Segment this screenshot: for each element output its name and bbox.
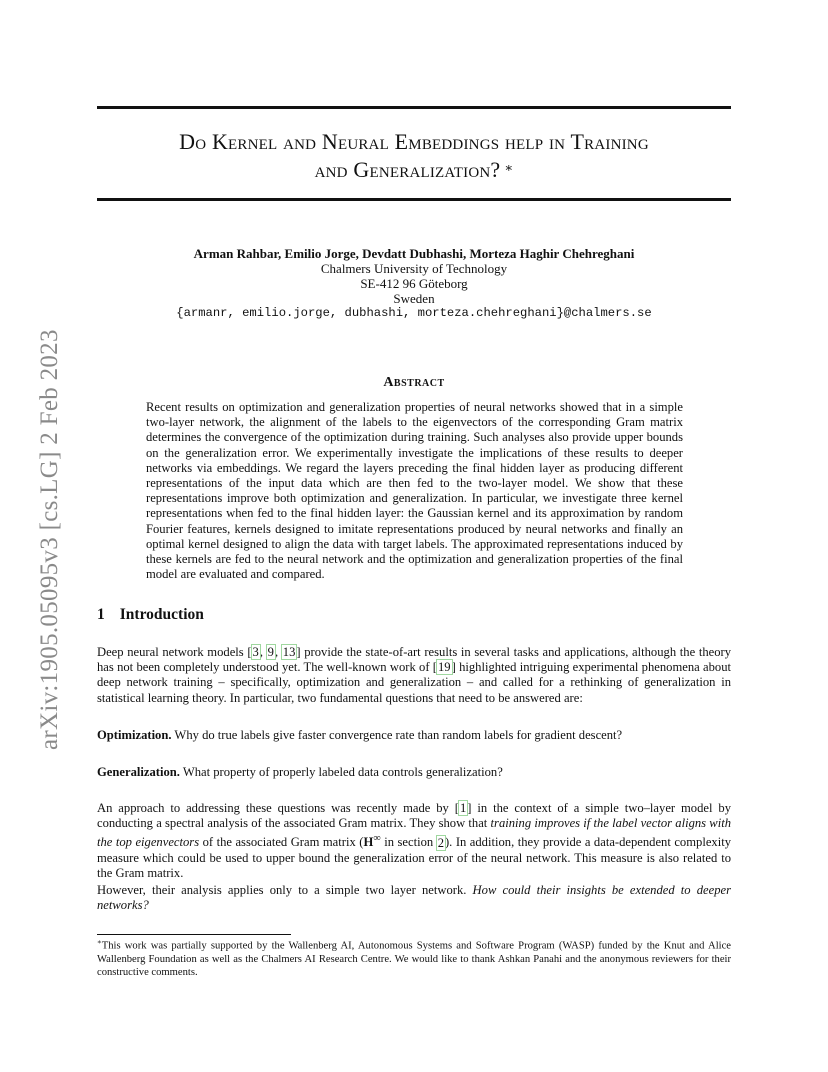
- title-footnote-mark[interactable]: ∗: [504, 160, 514, 175]
- text-run: ] provide the state-of-art results in several tasks and applications, although the theory has not been completely understood yet. The well-known work of [: [97, 645, 732, 675]
- text-run: ] highlighted intriguing experimental phenomena about deep network training – specifically, optimization and generalization – and called for a rethinking of generalization in statistical learning theory. In particular, two fundamental questions that need to be answered are:: [97, 660, 731, 705]
- question-label: Optimization.: [97, 728, 172, 742]
- text-run: ,: [274, 645, 282, 659]
- intro-paragraph-2: [97, 801, 731, 881]
- text-run: in section: [380, 835, 437, 850]
- country: Sweden: [393, 291, 435, 306]
- emphasis-text: training improves if the label vector aligns with the top eigenvectors: [97, 816, 731, 850]
- text-run: However, their analysis applies only to a simple two layer network.: [97, 883, 473, 897]
- citation-link[interactable]: 13: [282, 645, 296, 659]
- title-line-2: and Generalization?: [314, 157, 501, 182]
- generalization-question: [97, 765, 731, 780]
- abstract-text: Recent results on optimization and generalization properties of neural networks showed that in a simple two-layer network, the alignment of the labels to the eigenvectors of the corresponding Gram matrix determines the convergence of the optimization during training. Such analyses also provide upper bounds on the generalization error. We experimentally investigate the implications of these results to deeper networks via embeddings. We regard the layers preceding the final hidden layer as producing different representations of the input data which are then fed to the two-layer model. We show that these representations improve both optimization and generalization. In particular, we investigate three kernel representations when fed to the final hidden layer: the Gaussian kernel and its approximation by random Fourier features, kernels designed to imitate representations produced by neural networks and finally an optimal kernel designed to align the data with target labels. The approximated representations induced by these kernels are fed to the neural network and the optimization and generalization properties of the final model are evaluated and compared.: [146, 400, 683, 582]
- address: SE-412 96 Göteborg: [360, 276, 468, 291]
- footnote: [97, 936, 731, 979]
- author-names: Arman Rahbar, Emilio Jorge, Devdatt Dubhashi, Morteza Haghir Chehreghani: [193, 246, 635, 261]
- question-text: Why do true labels give faster convergence rate than random labels for gradient descent?: [171, 728, 623, 742]
- text-run: ] in the context of a simple two–layer model by conducting a spectral analysis of the associated Gram matrix. They show that: [97, 801, 731, 831]
- math-superscript: ∞: [373, 833, 381, 845]
- citation-link[interactable]: 3: [252, 645, 259, 659]
- intro-paragraph-1: [97, 645, 731, 706]
- math-symbol: H: [363, 835, 374, 850]
- affiliation: Chalmers University of Technology: [320, 261, 508, 276]
- citation-link[interactable]: 1: [459, 801, 467, 815]
- arxiv-stamp: arXiv:1905.05095v3 [cs.LG] 2 Feb 2023: [36, 329, 63, 750]
- author-emails: {armanr, emilio.jorge, dubhashi, morteza.chehreghani}@chalmers.se: [176, 306, 652, 320]
- emphasis-text: How could their insights be extended to deeper networks?: [97, 883, 731, 913]
- paper-title: [97, 128, 731, 184]
- abstract-heading: Abstract: [383, 375, 445, 390]
- citation-link[interactable]: 9: [267, 645, 274, 659]
- section-heading: [97, 606, 204, 624]
- section-number: 1: [97, 606, 105, 623]
- text-run: of the associated Gram matrix (: [199, 835, 364, 850]
- footnote-mark: ∗: [97, 938, 102, 946]
- text-run: ). In addition, they provide a data-dependent complexity measure which could be used to upper bound the generalization error of the neural network. This measure is also related to the Gram matrix.: [97, 835, 732, 880]
- section-link[interactable]: 2: [437, 835, 444, 850]
- footnote-rule: [97, 934, 291, 935]
- section-title: Introduction: [119, 606, 204, 623]
- text-run: An approach to addressing these questions was recently made by [: [97, 801, 459, 815]
- title-top-rule: [97, 106, 731, 109]
- citation-link[interactable]: 19: [438, 660, 451, 675]
- title-line-1: Do Kernel and Neural Embeddings help in Training: [179, 129, 649, 154]
- title-bottom-rule: [97, 198, 731, 201]
- optimization-question: [97, 728, 731, 743]
- intro-paragraph-3: [97, 883, 731, 913]
- text-run: Deep neural network models [: [97, 645, 252, 659]
- question-text: What property of properly labeled data controls generalization?: [179, 765, 503, 779]
- text-run: ,: [259, 645, 267, 659]
- author-block: [97, 246, 731, 321]
- footnote-text: This work was partially supported by the Wallenberg AI, Autonomous Systems and Software Program (WASP) funded by the Knut and Alice Wallenberg Foundation as well as the Chalmers AI Research Centre. We would like to thank Ashkan Panahi and the anonymous reviewers for their constructive comments.: [97, 940, 731, 978]
- question-label: Generalization.: [97, 765, 180, 779]
